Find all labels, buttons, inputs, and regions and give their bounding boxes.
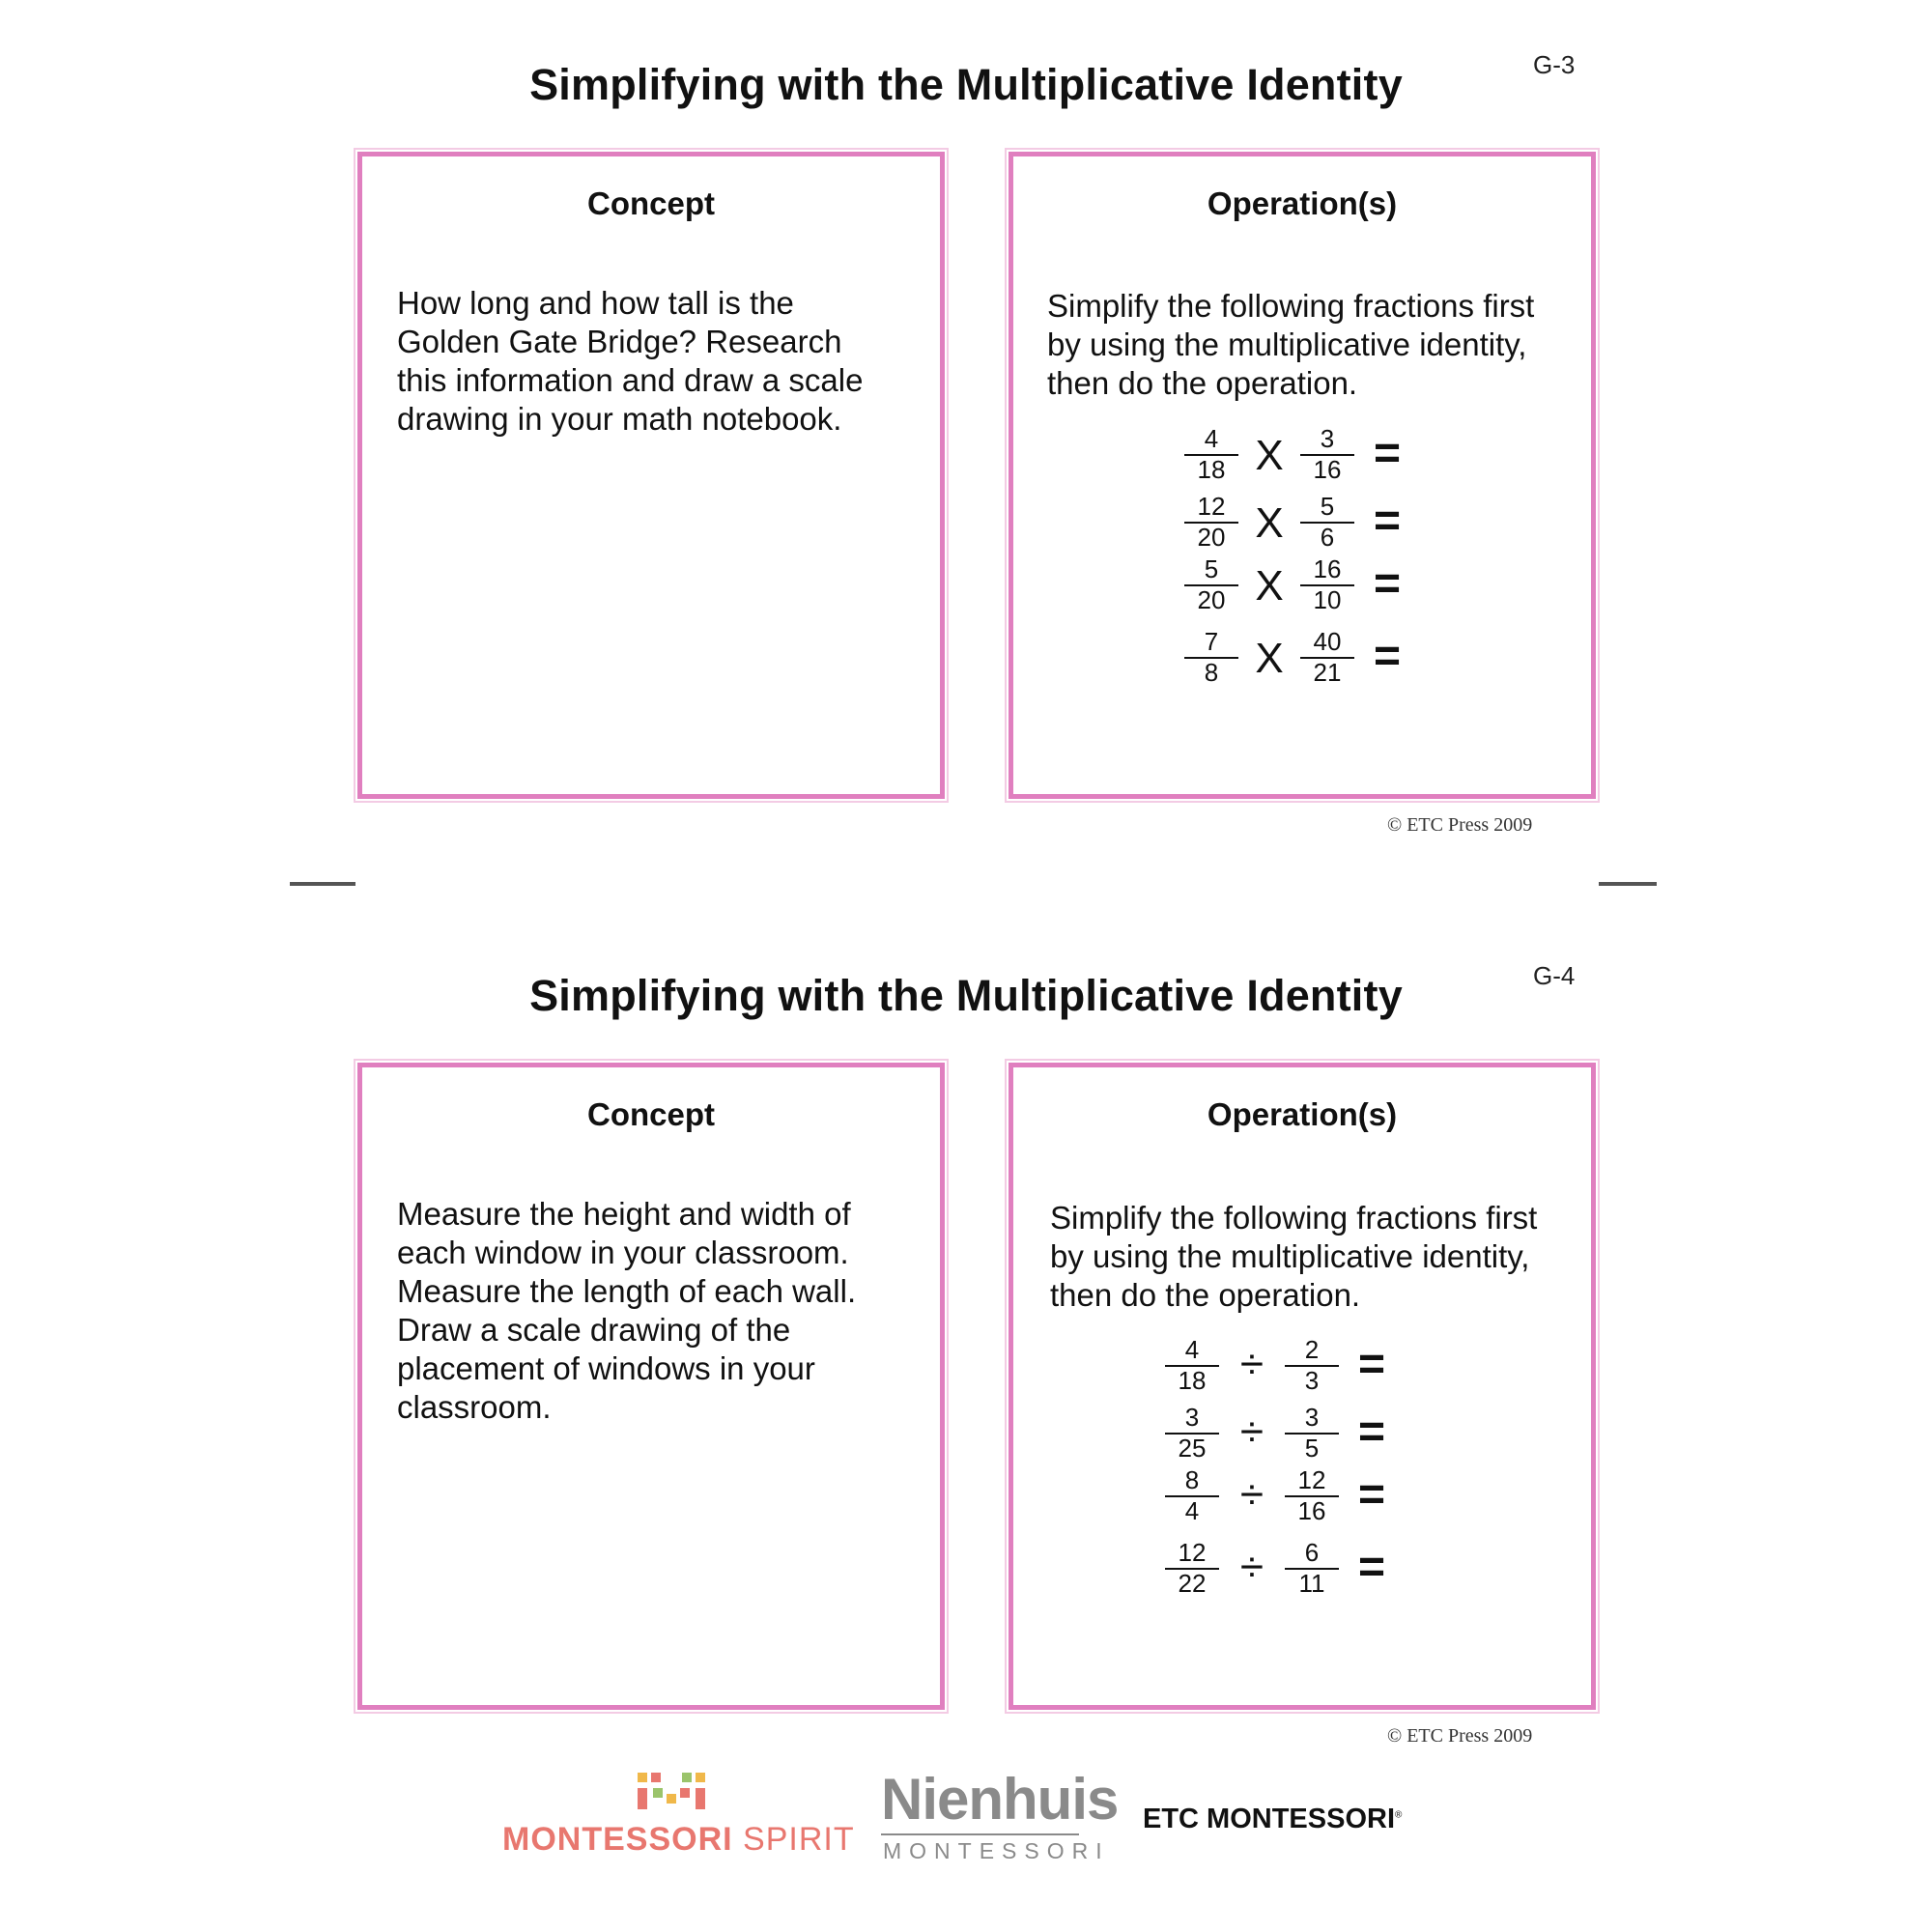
operation-line: Simplify the following fractions first bbox=[1047, 288, 1535, 324]
concept-line: classroom. bbox=[397, 1389, 552, 1425]
equation bbox=[1163, 1466, 1414, 1534]
concept-line: Measure the height and width of bbox=[397, 1196, 851, 1232]
denominator: 20 bbox=[1197, 523, 1226, 552]
numerator: 3 bbox=[1320, 424, 1335, 453]
equation bbox=[1182, 493, 1434, 560]
montessori-spirit-m-icon bbox=[638, 1773, 734, 1817]
equals-sign: = bbox=[1373, 496, 1402, 547]
divide-sign: ÷ bbox=[1239, 1408, 1264, 1456]
denominator: 8 bbox=[1204, 658, 1219, 687]
equals-sign: = bbox=[1357, 1469, 1386, 1520]
fraction bbox=[1182, 425, 1240, 485]
equation bbox=[1163, 1404, 1414, 1471]
denominator: 18 bbox=[1178, 1366, 1207, 1395]
etc-montessori-logo bbox=[1143, 1804, 1402, 1835]
numerator: 16 bbox=[1313, 554, 1342, 583]
concept-line: each window in your classroom. bbox=[397, 1235, 849, 1270]
concept-line: Golden Gate Bridge? Research bbox=[397, 324, 842, 359]
operation-text bbox=[1047, 287, 1534, 403]
concept-card bbox=[357, 152, 945, 799]
equals-sign: = bbox=[1373, 428, 1402, 479]
equation bbox=[1182, 628, 1434, 696]
fraction bbox=[1298, 493, 1356, 553]
denominator: 3 bbox=[1304, 1366, 1320, 1395]
fraction bbox=[1182, 493, 1240, 553]
equation bbox=[1182, 425, 1434, 493]
equation-list bbox=[1182, 425, 1453, 696]
card-code: G-4 bbox=[1533, 961, 1576, 990]
fraction bbox=[1283, 1466, 1341, 1526]
numerator: 4 bbox=[1204, 424, 1219, 453]
numerator: 8 bbox=[1184, 1465, 1200, 1494]
cut-mark-left bbox=[290, 882, 355, 886]
operation-card bbox=[1009, 1063, 1596, 1710]
concept-line: How long and how tall is the bbox=[397, 285, 794, 321]
concept-line: Measure the length of each wall. bbox=[397, 1273, 857, 1309]
numerator: 12 bbox=[1178, 1538, 1207, 1567]
fraction bbox=[1283, 1336, 1341, 1396]
equation bbox=[1163, 1539, 1414, 1606]
cut-mark-right bbox=[1599, 882, 1657, 886]
numerator: 7 bbox=[1204, 627, 1219, 656]
concept-text bbox=[397, 284, 863, 439]
denominator: 16 bbox=[1313, 455, 1342, 484]
operation-line: by using the multiplicative identity, bbox=[1050, 1238, 1530, 1274]
multiply-sign: X bbox=[1255, 635, 1284, 682]
operation-line: then do the operation. bbox=[1047, 365, 1358, 401]
concept-line: Draw a scale drawing of the bbox=[397, 1312, 791, 1348]
numerator: 2 bbox=[1304, 1335, 1320, 1364]
fraction bbox=[1182, 628, 1240, 688]
concept-text bbox=[397, 1195, 856, 1427]
montessori-spirit-logo bbox=[502, 1773, 855, 1860]
denominator: 6 bbox=[1320, 523, 1335, 552]
etc-wordmark: ETC MONTESSORI bbox=[1143, 1804, 1396, 1834]
multiply-sign: X bbox=[1255, 432, 1284, 479]
fraction bbox=[1283, 1539, 1341, 1599]
fraction bbox=[1163, 1404, 1221, 1463]
equals-sign: = bbox=[1357, 1406, 1386, 1458]
montessori-spirit-wordmark bbox=[502, 1821, 855, 1859]
numerator: 4 bbox=[1184, 1335, 1200, 1364]
operation-heading: Operation(s) bbox=[1207, 1096, 1398, 1132]
equation bbox=[1182, 555, 1434, 623]
card-code: G-3 bbox=[1533, 50, 1576, 79]
numerator: 40 bbox=[1313, 627, 1342, 656]
numerator: 12 bbox=[1297, 1465, 1326, 1494]
operation-line: by using the multiplicative identity, bbox=[1047, 327, 1527, 362]
fraction bbox=[1163, 1336, 1221, 1396]
operation-line: then do the operation. bbox=[1050, 1277, 1361, 1313]
nienhuis-logo bbox=[881, 1766, 1119, 1863]
concept-line: placement of windows in your bbox=[397, 1350, 815, 1386]
fraction bbox=[1283, 1404, 1341, 1463]
fraction bbox=[1182, 555, 1240, 615]
denominator: 22 bbox=[1178, 1569, 1207, 1598]
divide-sign: ÷ bbox=[1239, 1471, 1264, 1519]
copyright: © ETC Press 2009 bbox=[1387, 814, 1533, 836]
operation-line: Simplify the following fractions first bbox=[1050, 1200, 1538, 1236]
operation-heading: Operation(s) bbox=[1207, 185, 1398, 221]
denominator: 20 bbox=[1197, 585, 1226, 614]
concept-card bbox=[357, 1063, 945, 1710]
denominator: 5 bbox=[1304, 1434, 1320, 1463]
montessori-spirit-light: SPIRIT bbox=[732, 1821, 855, 1858]
divide-sign: ÷ bbox=[1239, 1544, 1264, 1591]
equals-sign: = bbox=[1357, 1542, 1386, 1593]
page-title: Simplifying with the Multiplicative Identity bbox=[529, 971, 1403, 1020]
numerator: 12 bbox=[1197, 492, 1226, 521]
equals-sign: = bbox=[1357, 1339, 1386, 1390]
concept-line: drawing in your math notebook. bbox=[397, 401, 842, 437]
concept-heading: Concept bbox=[587, 185, 715, 221]
denominator: 10 bbox=[1313, 585, 1342, 614]
denominator: 4 bbox=[1184, 1496, 1200, 1525]
equation-list bbox=[1163, 1336, 1434, 1606]
concept-heading: Concept bbox=[587, 1096, 715, 1132]
numerator: 5 bbox=[1320, 492, 1335, 521]
operation-text bbox=[1050, 1199, 1537, 1315]
multiply-sign: X bbox=[1255, 499, 1284, 547]
page-title: Simplifying with the Multiplicative Identity bbox=[529, 60, 1403, 109]
denominator: 11 bbox=[1298, 1569, 1325, 1598]
equation bbox=[1163, 1336, 1414, 1404]
fraction bbox=[1298, 425, 1356, 485]
copyright: © ETC Press 2009 bbox=[1387, 1725, 1533, 1747]
montessori-spirit-bold: MONTESSORI bbox=[502, 1821, 733, 1858]
denominator: 21 bbox=[1313, 658, 1342, 687]
numerator: 3 bbox=[1304, 1403, 1320, 1432]
numerator: 3 bbox=[1184, 1403, 1200, 1432]
nienhuis-subtitle: MONTESSORI bbox=[883, 1838, 1110, 1863]
nienhuis-wordmark: Nienhuis bbox=[881, 1767, 1119, 1832]
fraction bbox=[1298, 555, 1356, 615]
fraction bbox=[1298, 628, 1356, 688]
nienhuis-divider bbox=[881, 1833, 1079, 1835]
multiply-sign: X bbox=[1255, 562, 1284, 610]
fraction bbox=[1163, 1539, 1221, 1599]
denominator: 16 bbox=[1297, 1496, 1326, 1525]
concept-line: this information and draw a scale bbox=[397, 362, 864, 398]
numerator: 5 bbox=[1204, 554, 1219, 583]
equals-sign: = bbox=[1373, 558, 1402, 610]
numerator: 6 bbox=[1304, 1538, 1320, 1567]
denominator: 25 bbox=[1178, 1434, 1207, 1463]
divide-sign: ÷ bbox=[1239, 1341, 1264, 1388]
registered-mark: ® bbox=[1395, 1809, 1403, 1821]
equals-sign: = bbox=[1373, 631, 1402, 682]
operation-card bbox=[1009, 152, 1596, 799]
fraction bbox=[1163, 1466, 1221, 1526]
denominator: 18 bbox=[1197, 455, 1226, 484]
